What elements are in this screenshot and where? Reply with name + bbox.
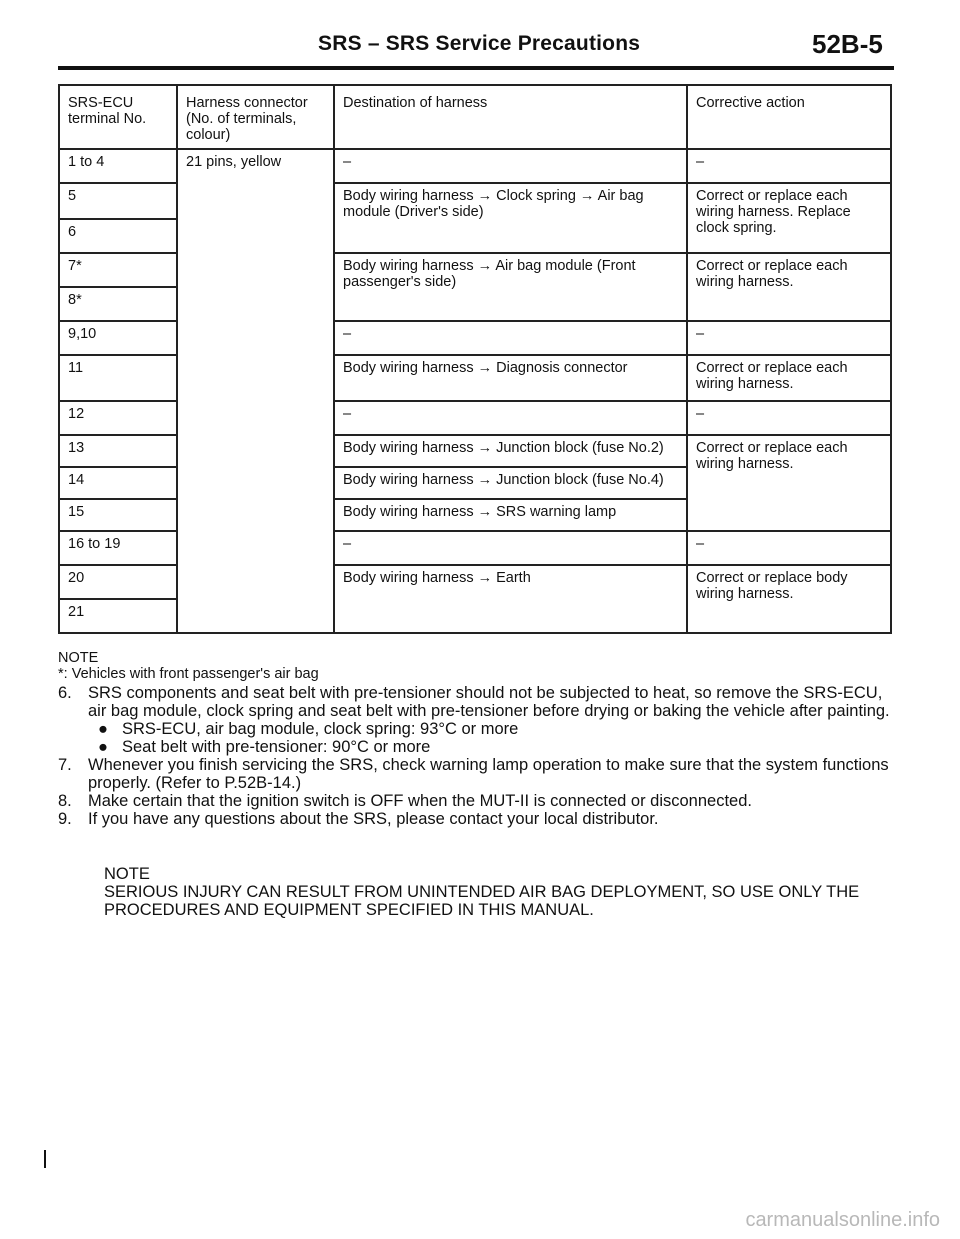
destination-cell: Body wiring harness → SRS warning lamp (334, 499, 687, 531)
action-cell: Correct or replace each wiring harness. Replace clock spring. (687, 183, 891, 253)
destination-cell: – (334, 149, 687, 183)
step-number: 9. (58, 810, 72, 828)
note-text: *: Vehicles with front passenger's air bag (58, 666, 319, 682)
terminal-cell: 8* (59, 287, 177, 321)
note-label: NOTE (58, 650, 99, 666)
column-header-action: Corrective action (687, 85, 891, 149)
bullet-text: Seat belt with pre-tensioner: 90°C or more (122, 738, 431, 756)
destination-cell: Body wiring harness → Diagnosis connector (334, 355, 687, 401)
page-title: SRS – SRS Service Precautions (318, 32, 641, 55)
terminal-cell: 13 (59, 435, 177, 467)
watermark: carmanualsonline.info (745, 1209, 940, 1231)
connector-cell: 21 pins, yellow (177, 149, 334, 633)
step-number: 6. (58, 684, 72, 702)
action-cell: Correct or replace each wiring harness. (687, 253, 891, 321)
action-cell: Correct or replace each wiring harness. (687, 435, 891, 531)
bullet-text: SRS-ECU, air bag module, clock spring: 93°C or more (122, 720, 519, 738)
terminal-cell: 6 (59, 219, 177, 253)
action-cell: – (687, 531, 891, 565)
action-cell: – (687, 401, 891, 435)
column-header-connector: Harness connector (No. of terminals, colour) (177, 85, 334, 149)
list-item (58, 756, 894, 792)
warning-label: NOTE (104, 865, 150, 883)
table-header-row (59, 85, 891, 149)
margin-mark (44, 1150, 46, 1168)
step-text: Make certain that the ignition switch is OFF when the MUT-II is connected or disconnected. (88, 792, 752, 810)
precaution-steps (58, 684, 894, 828)
destination-cell: – (334, 531, 687, 565)
terminal-cell: 5 (59, 183, 177, 219)
destination-cell: Body wiring harness → Earth (334, 565, 687, 633)
destination-cell: – (334, 321, 687, 355)
bullet-icon: ● (98, 720, 108, 738)
action-cell: – (687, 149, 891, 183)
terminal-cell: 16 to 19 (59, 531, 177, 565)
action-cell: – (687, 321, 891, 355)
list-item (58, 738, 894, 756)
action-cell: Correct or replace body wiring harness. (687, 565, 891, 633)
step-text: Whenever you finish servicing the SRS, check warning lamp operation to make sure that the system functions properly. (Refer to P.52B-14.) (88, 756, 889, 792)
terminal-cell: 9,10 (59, 321, 177, 355)
terminal-cell: 15 (59, 499, 177, 531)
destination-cell: Body wiring harness → Air bag module (Front passenger's side) (334, 253, 687, 321)
destination-cell: Body wiring harness → Junction block (fuse No.4) (334, 467, 687, 499)
list-item (58, 792, 894, 810)
step-text: If you have any questions about the SRS, please contact your local distributor. (88, 810, 659, 828)
header-rule (58, 66, 894, 70)
step-text: SRS components and seat belt with pre-tensioner should not be subjected to heat, so remove the SRS-ECU, air bag module, clock spring and seat belt with pre-tensioner before drying or baking the vehicle after painting. (88, 684, 890, 720)
list-item (58, 720, 894, 738)
page-number: 52B-5 (812, 29, 883, 59)
table-note (58, 650, 894, 682)
action-cell: Correct or replace each wiring harness. (687, 355, 891, 401)
destination-cell: Body wiring harness → Junction block (fuse No.2) (334, 435, 687, 467)
bullet-icon: ● (98, 738, 108, 756)
list-item (58, 810, 894, 828)
terminal-cell: 21 (59, 599, 177, 633)
terminal-cell: 11 (59, 355, 177, 401)
list-item (58, 684, 894, 720)
terminal-table (58, 84, 892, 634)
column-header-destination: Destination of harness (334, 85, 687, 149)
terminal-cell: 1 to 4 (59, 149, 177, 183)
destination-cell: – (334, 401, 687, 435)
step-number: 7. (58, 756, 72, 774)
step-number: 8. (58, 792, 72, 810)
terminal-cell: 14 (59, 467, 177, 499)
table-row (59, 149, 891, 183)
terminal-cell: 12 (59, 401, 177, 435)
terminal-cell: 7* (59, 253, 177, 287)
terminal-cell: 20 (59, 565, 177, 599)
destination-cell: Body wiring harness → Clock spring → Air bag module (Driver's side) (334, 183, 687, 253)
column-header-terminal: SRS-ECU terminal No. (59, 85, 177, 149)
warning-note (104, 865, 904, 919)
warning-text: SERIOUS INJURY CAN RESULT FROM UNINTENDED AIR BAG DEPLOYMENT, SO USE ONLY THE PROCEDURES AND EQUIPMENT SPECIFIED IN THIS MANUAL. (104, 883, 860, 919)
